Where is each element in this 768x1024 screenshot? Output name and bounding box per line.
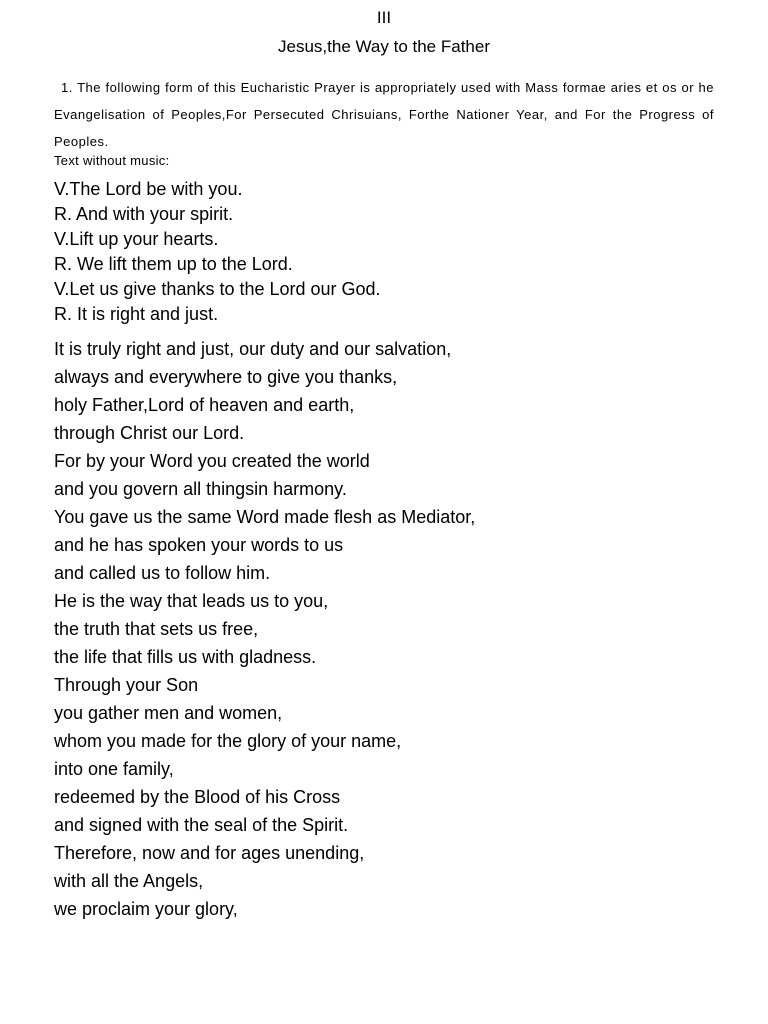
prayer-line: He is the way that leads us to you, xyxy=(54,591,329,611)
prayer-line: always and everywhere to give you thanks, xyxy=(54,367,398,387)
prayer-line: and he has spoken your words to us xyxy=(54,535,344,555)
prayer-line: through Christ our Lord. xyxy=(54,423,245,443)
prayer-line: and you govern all thingsin harmony. xyxy=(54,479,347,499)
dialogue-line: V.Lift up your hearts. xyxy=(54,229,219,249)
preface-dialogue xyxy=(54,177,381,327)
dialogue-line: R. And with your spirit. xyxy=(54,204,234,224)
prayer-line: you gather men and women, xyxy=(54,703,283,723)
prayer-line: redeemed by the Blood of his Cross xyxy=(54,787,341,807)
prayer-line: the truth that sets us free, xyxy=(54,619,259,639)
preface-text xyxy=(54,335,475,923)
section-number: III xyxy=(376,8,392,27)
dialogue-line: R. We lift them up to the Lord. xyxy=(54,254,293,274)
prayer-line: into one family, xyxy=(54,759,174,779)
prayer-line: we proclaim your glory, xyxy=(54,899,238,919)
prayer-line: You gave us the same Word made flesh as Mediator, xyxy=(54,507,476,527)
prayer-line: and signed with the seal of the Spirit. xyxy=(54,815,349,835)
dialogue-line: R. It is right and just. xyxy=(54,304,219,324)
text-without-music-label: Text without music: xyxy=(54,153,170,168)
prayer-line: It is truly right and just, our duty and our salvation, xyxy=(54,339,452,359)
page-title: Jesus,the Way to the Father xyxy=(278,37,490,56)
prayer-line: Through your Son xyxy=(54,675,199,695)
dialogue-line: V.Let us give thanks to the Lord our God. xyxy=(54,279,381,299)
prayer-line: the life that fills us with gladness. xyxy=(54,647,317,667)
dialogue-line: V.The Lord be with you. xyxy=(54,179,243,199)
introductory-note: 1. The following form of this Eucharistic Prayer is appropriately used with Mass formae aries et os or he Evangelisation of Peoples,For Persecuted Chrisuians, Forthe Nationer Year, and For the Progress of Peoples. xyxy=(54,80,714,149)
prayer-line: with all the Angels, xyxy=(54,871,204,891)
prayer-line: whom you made for the glory of your name, xyxy=(54,731,402,751)
prayer-line: and called us to follow him. xyxy=(54,563,271,583)
prayer-line: holy Father,Lord of heaven and earth, xyxy=(54,395,355,415)
prayer-line: Therefore, now and for ages unending, xyxy=(54,843,365,863)
prayer-line: For by your Word you created the world xyxy=(54,451,370,471)
